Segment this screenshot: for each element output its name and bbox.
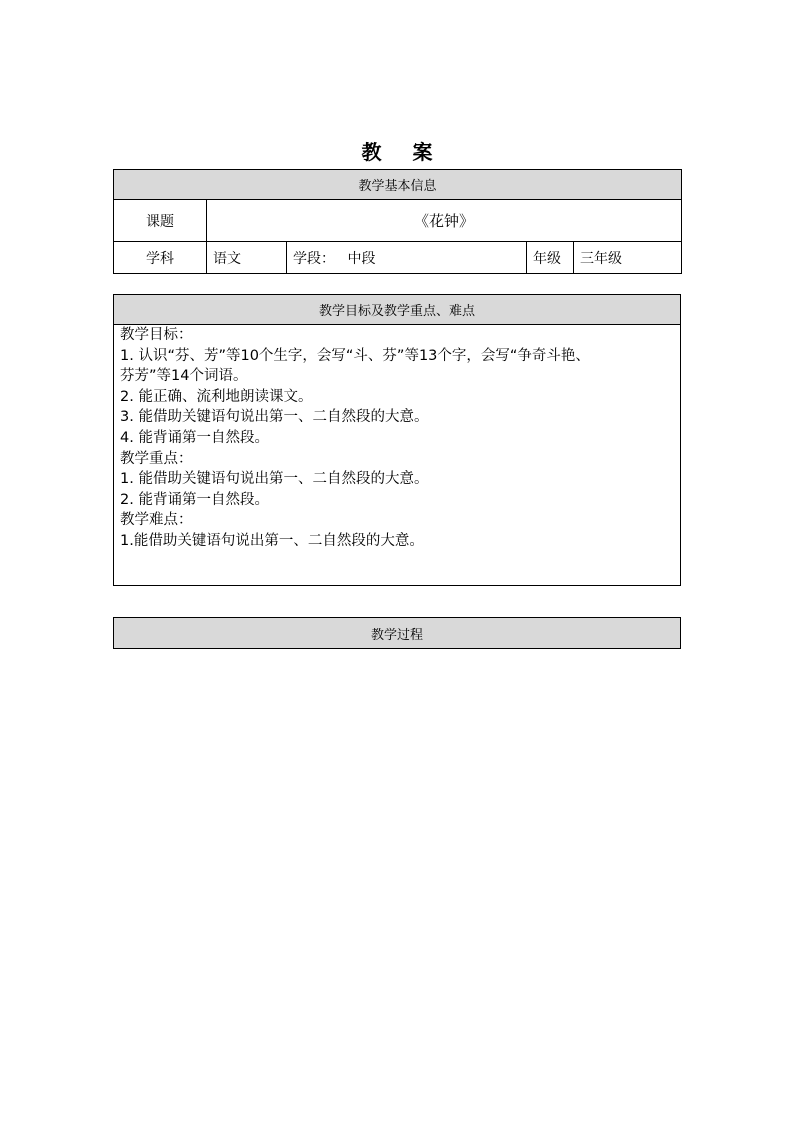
objectives-line: 2. 能背诵第一自然段。 [120,491,269,508]
objectives-header: 教学目标及教学重点、难点 [114,295,681,325]
objectives-line: 教学目标： [120,327,193,343]
objectives-line: 3. 能借助关键语句说出第一、二自然段的大意。 [120,409,429,426]
stage-cell [287,242,527,274]
process-header: 教学过程 [114,618,681,649]
grade-label: 年级 [527,242,574,274]
objectives-line: 1. 认识“芬、芳”等10个生字，会写“斗、芬”等13个字，会写“争奇斗艳、 [120,347,590,364]
objectives-table [113,294,681,586]
basic-info-header: 教学基本信息 [114,170,682,200]
objectives-body [114,325,681,586]
subject-label: 学科 [114,242,207,274]
grade-value: 三年级 [574,242,682,274]
topic-label: 课题 [114,200,207,242]
objectives-line: 教学重点： [120,450,193,467]
objectives-line: 教学难点： [120,512,193,529]
objectives-line: 2. 能正确、流利地朗读课文。 [120,388,313,405]
stage-value: 中段 [347,250,376,267]
objectives-line: 1.能借助关键语句说出第一、二自然段的大意。 [120,532,424,549]
objectives-line: 芬芳”等14个词语。 [120,368,248,385]
basic-info-table [113,169,682,274]
topic-value: 《花钟》 [207,200,682,242]
objectives-line: 4. 能背诵第一自然段。 [120,429,269,446]
process-table [113,617,681,649]
subject-value: 语文 [207,242,287,274]
objectives-line: 1. 能借助关键语句说出第一、二自然段的大意。 [120,471,429,488]
page-title: 教 案 [361,140,445,164]
stage-label: 学段： [293,250,335,267]
